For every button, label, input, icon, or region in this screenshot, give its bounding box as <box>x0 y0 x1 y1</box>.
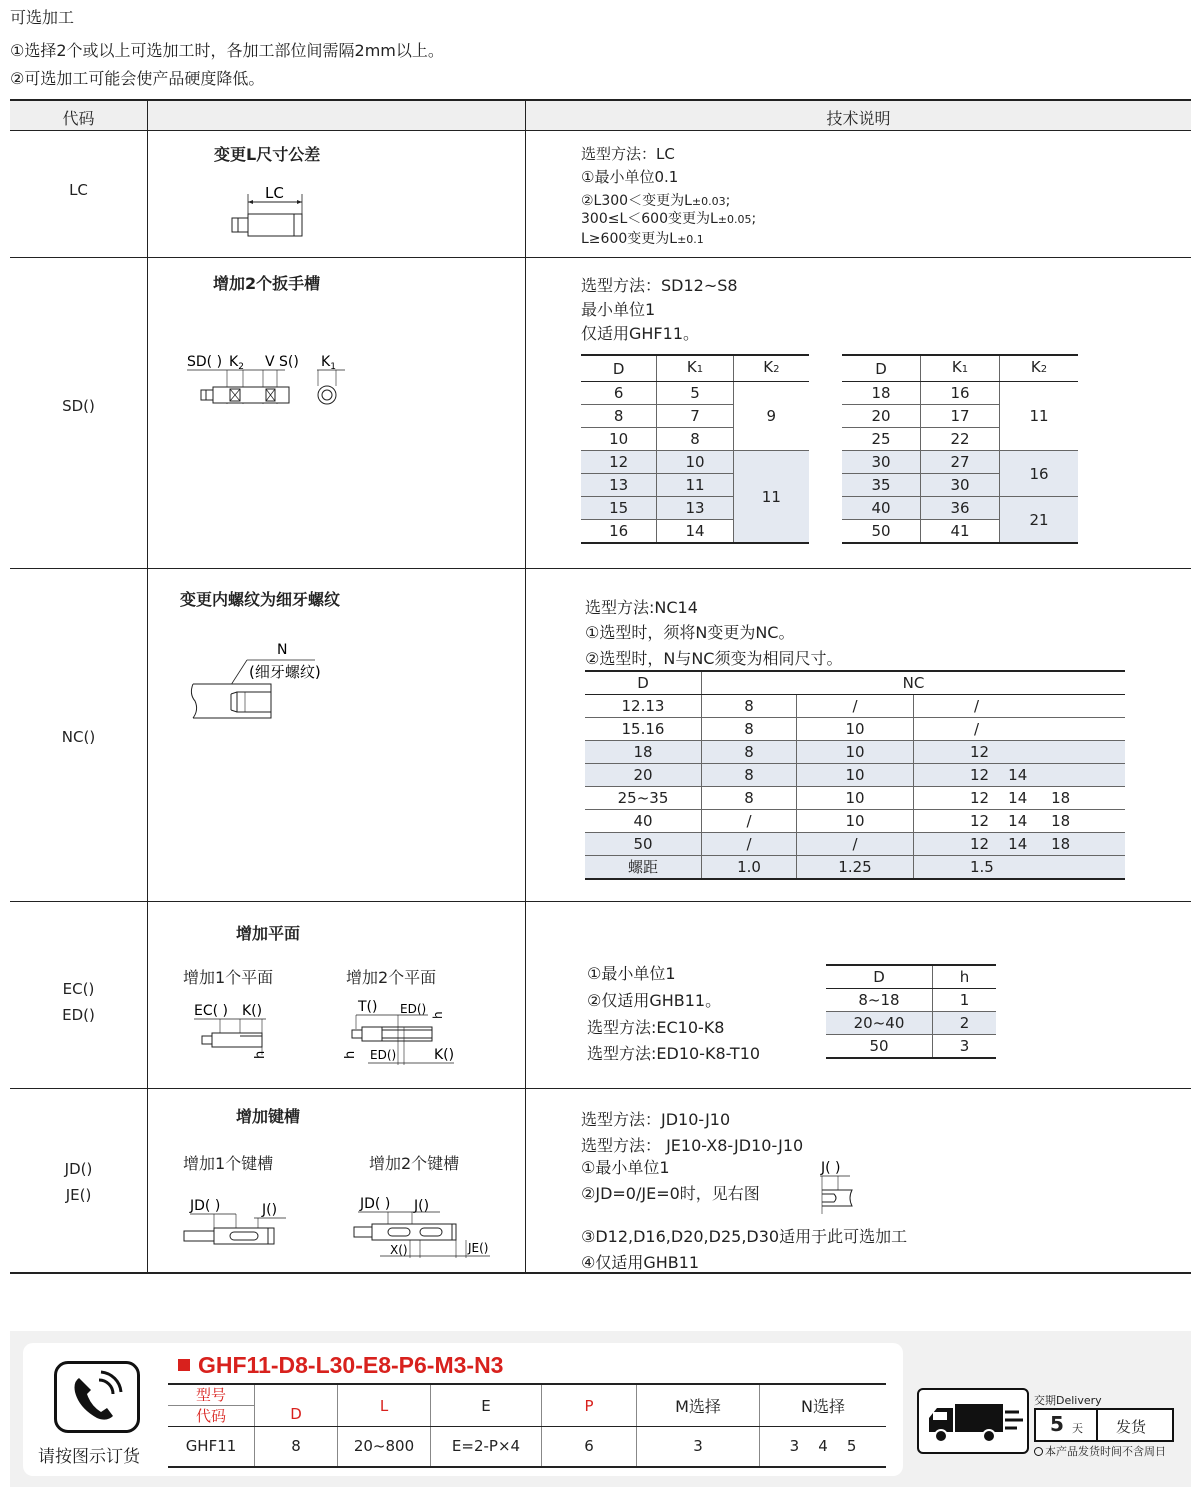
svg-text:h: h <box>431 1011 445 1019</box>
svg-text:JE(): JE() <box>468 1241 489 1255</box>
ec-title: 增加平面 <box>236 924 301 943</box>
nc-note-2: ②选型时，N与NC须变为相同尺寸。 <box>585 649 843 668</box>
ed-method: 选型方法:ED10-K8-T10 <box>587 1044 761 1063</box>
jd-diagram-1 <box>180 1190 295 1250</box>
delivery-box <box>1034 1408 1174 1442</box>
sd-table-right: D K1 K2 18 16 11 20 17 25 22 30 27 16 35 30 40 36 21 50 41 <box>842 354 1078 544</box>
ec-diagram-1 <box>190 995 285 1065</box>
svg-text:ED(): ED() <box>400 1002 427 1016</box>
sd-applies: 仅适用GHF11。 <box>581 324 699 343</box>
svg-text:N: N <box>277 642 288 658</box>
jd-applies-d: ③D12,D16,D20,D25,D30适用于此可选加工 <box>581 1227 908 1246</box>
svg-text:T(): T() <box>358 999 378 1015</box>
ec-diagram-2 <box>338 995 463 1070</box>
lc-method: 选型方法：LC <box>581 145 675 163</box>
svg-text:SD( ): SD( ) <box>187 354 223 370</box>
jd-zero-diagram <box>808 1158 860 1216</box>
sd-table-left: D K1 K2 6 5 9 8 7 10 8 12 10 11 13 11 15 13 16 14 <box>581 354 809 544</box>
delivery-unit: 天 <box>1072 1422 1083 1435</box>
circle-bullet-icon <box>1034 1447 1043 1456</box>
delivery-note: 本产品发货时间不含周日 <box>1034 1443 1166 1459</box>
header-desc: 技术说明 <box>826 109 891 128</box>
ec-table: D h 8~18 1 20~40 2 50 3 <box>826 964 996 1059</box>
ec-sub-2: 增加2个平面 <box>346 968 437 987</box>
svg-text:EC( ): EC( ) <box>194 1003 228 1019</box>
lc-tol-2: 300≤L＜600变更为L±0.05; <box>581 211 757 227</box>
delivery-label: 交期Delivery <box>1034 1394 1102 1407</box>
svg-text:K2: $K_2$ <box>229 354 244 372</box>
code-jd: JD() <box>64 1160 93 1178</box>
svg-text:ED(): ED() <box>370 1048 397 1062</box>
lc-title: 变更L尺寸公差 <box>214 145 321 164</box>
lc-dim-label: LC <box>265 184 284 202</box>
je-method: 选型方法： JE10-X8-JD10-J10 <box>581 1136 804 1155</box>
lc-tol-1: ②L300＜变更为L±0.03; <box>581 193 731 209</box>
note-1: ①选择2个或以上可选加工时，各加工部位间需隔2mm以上。 <box>10 41 444 60</box>
code-ed: ED() <box>62 1006 95 1024</box>
code-sd: SD() <box>62 397 95 415</box>
svg-text:h: h <box>253 1050 268 1059</box>
jd-applies: ④仅适用GHB11 <box>581 1253 700 1272</box>
jd-method: 选型方法：JD10-J10 <box>581 1110 731 1129</box>
sd-title: 增加2个扳手槽 <box>213 274 321 293</box>
note-2: ②可选加工可能会使产品硬度降低。 <box>10 69 265 88</box>
ec-sub-1: 增加1个平面 <box>183 968 274 987</box>
jd-sub-1: 增加1个键槽 <box>183 1154 274 1173</box>
jd-title: 增加键槽 <box>236 1107 301 1126</box>
truck-icon <box>917 1388 1029 1454</box>
ec-min-unit: ①最小单位1 <box>587 964 676 983</box>
section-title: 可选加工 <box>10 8 75 27</box>
nc-table: D NC 12.13 8 / / 15.16 8 10 / 18 8 10 12 20 8 10 12 14 25~35 8 10 12 14 18 40 / 10 12 14 18 50 / / 12 14 18 螺距 1.0 1.25 1.5 <box>585 670 1125 880</box>
jd-sub-2: 增加2个键槽 <box>369 1154 460 1173</box>
code-je: JE() <box>65 1186 92 1204</box>
svg-text:(细牙螺纹): (细牙螺纹) <box>249 663 321 681</box>
lc-min-unit: ①最小单位0.1 <box>581 168 679 186</box>
order-caption: 请按图示订货 <box>38 1447 140 1467</box>
lc-tol-3: L≥600变更为L±0.1 <box>581 231 704 247</box>
svg-text:JD( ): JD( ) <box>360 1196 391 1212</box>
nc-note-1: ①选型时，须将N变更为NC。 <box>585 623 795 642</box>
order-table: 型号 代码 D L E P M选择 N选择 GHF11 8 20~800 E=2-P×4 6 3 3 4 5 <box>168 1383 886 1468</box>
lc-diagram <box>220 180 320 242</box>
svg-text:K(): K() <box>434 1047 455 1063</box>
code-nc: NC() <box>61 728 96 746</box>
svg-text:V: V <box>265 354 275 370</box>
sd-method: 选型方法：SD12~S8 <box>581 276 738 295</box>
svg-text:K(): K() <box>242 1003 263 1019</box>
ec-applies: ②仅适用GHB11。 <box>587 991 722 1010</box>
order-code: GHF11-D8-L30-E8-P6-M3-N3 <box>178 1352 503 1379</box>
svg-text:K1: $K_1$ <box>321 354 336 372</box>
header-code: 代码 <box>62 109 95 128</box>
sd-min-unit: 最小单位1 <box>581 300 656 319</box>
jd-diagram-2 <box>350 1190 495 1260</box>
svg-text:h: h <box>343 1050 358 1059</box>
sd-diagram <box>185 350 360 410</box>
jd-min-unit: ①最小单位1 <box>581 1158 670 1177</box>
nc-method: 选型方法:NC14 <box>585 598 698 617</box>
svg-text:J( ): J( ) <box>821 1160 841 1176</box>
svg-text:S(): S() <box>279 354 299 370</box>
jd-zero-note: ②JD=0/JE=0时，见右图 <box>581 1184 760 1203</box>
code-lc: LC <box>69 181 88 199</box>
svg-text:J(): J() <box>414 1198 430 1214</box>
delivery-ship: 发货 <box>1116 1418 1147 1436</box>
svg-text:X(): X() <box>390 1243 408 1257</box>
svg-text:J(): J() <box>262 1202 278 1218</box>
nc-title: 变更内螺纹为细牙螺纹 <box>180 590 341 609</box>
ec-method: 选型方法:EC10-K8 <box>587 1018 725 1037</box>
code-ec: EC() <box>62 980 95 998</box>
phone-icon <box>54 1361 140 1433</box>
svg-text:JD( ): JD( ) <box>190 1198 221 1214</box>
nc-diagram <box>185 638 345 723</box>
order-bullet-icon <box>178 1359 190 1371</box>
delivery-days: 5 <box>1050 1412 1064 1436</box>
